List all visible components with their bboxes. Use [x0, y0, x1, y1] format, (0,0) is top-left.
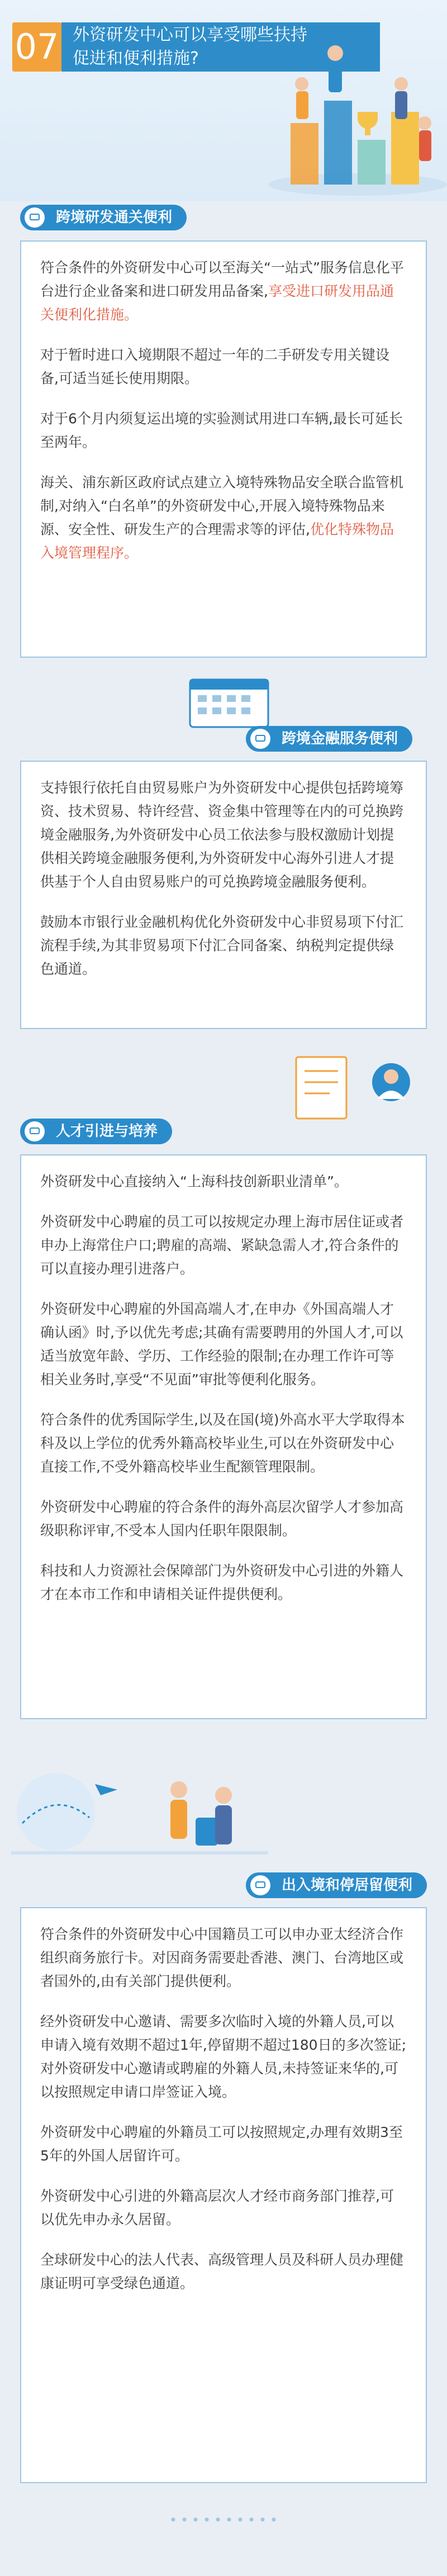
text-run: 外资研发中心聘雇的员工可以按规定办理上海市居住证或者申办上海常住户口;聘雇的高端、紧缺急需人才,符合条件的可以直接办理引进落户。 [40, 1214, 404, 1277]
paragraph [40, 1210, 407, 1281]
paragraph [40, 910, 407, 981]
paragraph [40, 407, 407, 454]
section-label-talent [20, 1119, 172, 1144]
text-run: 支持银行依托自由贸易账户为外资研发中心提供包括跨境筹资、技术贸易、特许经营、资金集中管理等在内的可兑换跨境金融服务,为外资研发中心员工依法参与股权激励计划提供相关跨境金融服务便利,为外资研发中心海外引进人才提供基于个人自由贸易账户的可兑换跨境金融服务便利。 [40, 780, 404, 890]
paragraph [40, 2185, 407, 2231]
section-label-entry-exit [246, 1872, 427, 1898]
text-run: 外资研发中心引进的外籍高层次人才经市商务部门推荐,可以优先申办永久居留。 [40, 2188, 394, 2228]
paragraph [40, 2121, 407, 2168]
header-illustration [0, 0, 447, 201]
footer-dots [168, 2517, 279, 2522]
page-title-line-1: 外资研发中心可以享受哪些扶持 [73, 25, 307, 45]
paragraph [40, 343, 407, 390]
paragraph [40, 471, 407, 565]
section-number-badge: 07 [12, 22, 61, 72]
highlight-run: 享受进口研发用品通关便利化措施。 [40, 283, 394, 323]
text-run: 经外资研发中心邀请、需要多次临时入境的外籍人员,可以申请入境有效期不超过1年,停留期不超过180日的多次签证;对外资研发中心邀请或聘雇的外籍人员,未持签证来华的,可以按照规定申请口岸签证入境。 [40, 2013, 406, 2100]
section-label-cross-border-finance [246, 726, 412, 752]
text-run: 外资研发中心聘雇的外籍员工可以按照规定,办理有效期3至5年的外国人居留许可。 [40, 2124, 403, 2164]
text-run: 对于暂时进口入境期限不超过一年的二手研发专用关键设备,可适当延长使用期限。 [40, 347, 390, 386]
text-run: 符合条件的外资研发中心中国籍员工可以申办亚太经济合作组织商务旅行卡。对因商务需要赴香港、澳门、台湾地区或者国外的,由有关部门提供便利。 [40, 1926, 404, 1989]
paragraph [40, 256, 407, 327]
paragraph [40, 1170, 407, 1193]
page-title-line-2: 促进和便利措施? [73, 49, 199, 68]
travel-illustration [11, 1751, 268, 1874]
calendar-illustration [184, 674, 279, 730]
paragraph [40, 1408, 407, 1479]
customs-icon [25, 207, 45, 228]
section-card-cross-border-finance [20, 761, 427, 1029]
section-card-talent [20, 1154, 427, 1719]
section-label-text: 出入境和停居留便利 [282, 1877, 413, 1894]
text-run: 符合条件的优秀国际学生,以及在国(境)外高水平大学取得本科及以上学位的优秀外籍高校毕业生,可以在外资研发中心直接工作,不受外籍高校毕业生配额管理限制。 [40, 1412, 405, 1475]
section-label-text: 跨境金融服务便利 [282, 730, 398, 747]
passport-icon [250, 1875, 270, 1895]
talent-icon [25, 1121, 45, 1141]
text-run: 鼓励本市银行业金融机构优化外资研发中心非贸易项下付汇流程手续,为其非贸易项下付汇合同备案、纳税判定提供绿色通道。 [40, 914, 404, 977]
paragraph [40, 1495, 407, 1542]
page-header [0, 0, 447, 201]
paragraph [40, 1923, 407, 1993]
paragraph [40, 2010, 407, 2104]
paragraph [40, 1559, 407, 1606]
section-card-entry-exit [20, 1907, 427, 2483]
text-run: 海关、浦东新区政府试点建立入境特殊物品安全联合监管机制,对纳入“白名单”的外资研发中心,开展入境特殊物品来源、安全性、研发生产的合理需求等的评估, [40, 474, 404, 537]
text-run: 全球研发中心的法人代表、高级管理人员及科研人员办理健康证明可享受绿色通道。 [40, 2252, 404, 2291]
section-card-cross-border-rd [20, 240, 427, 658]
paragraph [40, 2248, 407, 2295]
text-run: 符合条件的外资研发中心可以至海关“一站式”服务信息化平台进行企业备案和进口研发用品备案, [40, 260, 404, 299]
text-run: 外资研发中心直接纳入“上海科技创新职业清单”。 [40, 1173, 348, 1190]
document-illustration [279, 1051, 425, 1130]
section-label-text: 人才引进与培养 [56, 1123, 158, 1140]
paragraph [40, 1298, 407, 1391]
text-run: 科技和人力资源社会保障部门为外资研发中心引进的外籍人才在本市工作和申请相关证件提供便利。 [40, 1563, 404, 1602]
text-run: 外资研发中心聘雇的外国高端人才,在申办《外国高端人才确认函》时,予以优先考虑;其确有需要聘用的外国人才,可以适当放宽年龄、学历、工作经验的限制;在办理工作许可等相关业务时,享受“不见面”审批等便利化服务。 [40, 1301, 403, 1388]
section-label-text: 跨境研发通关便利 [56, 209, 173, 226]
highlight-run: 优化特殊物品入境管理程序。 [40, 521, 394, 561]
text-run: 外资研发中心聘雇的符合条件的海外高层次留学人才参加高级职称评审,不受本人国内任职年限限制。 [40, 1499, 404, 1539]
finance-icon [250, 729, 270, 749]
text-run: 对于6个月内须复运出境的实验测试用进口车辆,最长可延长至两年。 [40, 411, 403, 450]
section-label-cross-border-rd [20, 205, 187, 230]
paragraph [40, 776, 407, 894]
